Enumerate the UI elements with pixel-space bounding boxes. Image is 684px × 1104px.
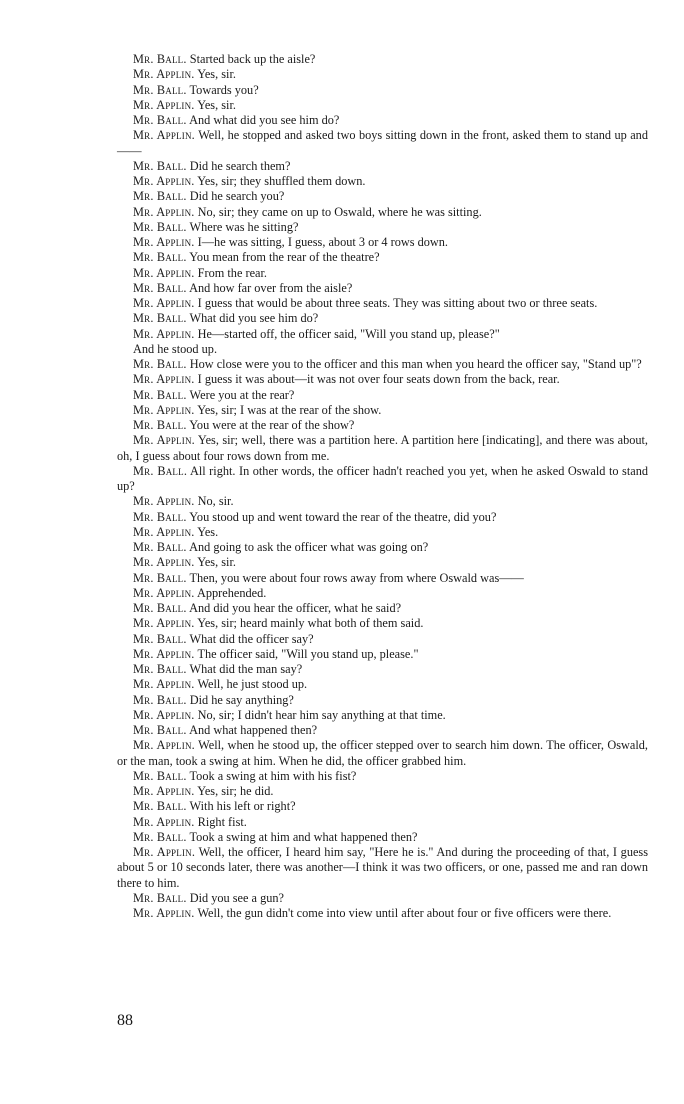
speaker-name: Mr. Applin. bbox=[133, 402, 195, 417]
speech-text: Did he say anything? bbox=[189, 692, 294, 707]
speech-text: Were you at the rear? bbox=[189, 387, 295, 402]
speech-text: And he stood up. bbox=[133, 341, 218, 356]
testimony-paragraph bbox=[117, 906, 648, 921]
speech-text: You were at the rear of the show? bbox=[189, 418, 355, 432]
speaker-name: Mr. Applin. bbox=[133, 97, 195, 112]
testimony-paragraph bbox=[117, 708, 648, 723]
testimony-paragraph bbox=[117, 586, 648, 601]
speaker-name: Mr. Applin. bbox=[133, 814, 195, 829]
speaker-name: Mr. Applin. bbox=[133, 524, 195, 539]
speaker-name: Mr. Applin. bbox=[133, 845, 196, 859]
speech-text: Yes, sir. bbox=[197, 67, 236, 82]
testimony-paragraph bbox=[117, 311, 648, 326]
testimony-paragraph bbox=[117, 327, 648, 342]
testimony-paragraph bbox=[117, 433, 648, 464]
speech-text: Yes. bbox=[197, 524, 219, 539]
speech-text: Yes, sir; I was at the rear of the show. bbox=[197, 402, 382, 417]
speaker-name: Mr. Applin. bbox=[133, 372, 195, 387]
testimony-paragraph bbox=[117, 159, 648, 174]
testimony-paragraph bbox=[117, 632, 648, 647]
speech-text: You stood up and went toward the rear of the theatre, did you? bbox=[189, 509, 497, 524]
testimony-paragraph bbox=[117, 220, 648, 235]
testimony-paragraph bbox=[117, 205, 648, 220]
speech-text: And going to ask the officer what was going on? bbox=[189, 540, 429, 554]
speaker-name: Mr. Applin. bbox=[133, 265, 195, 280]
testimony-paragraph bbox=[117, 815, 648, 830]
speaker-name: Mr. Ball. bbox=[133, 463, 188, 478]
speaker-name: Mr. Applin. bbox=[133, 296, 195, 310]
speaker-name: Mr. Applin. bbox=[133, 707, 195, 722]
speech-text: Yes, sir; they shuffled them down. bbox=[197, 174, 366, 188]
speaker-name: Mr. Ball. bbox=[133, 219, 187, 234]
speaker-name: Mr. Applin. bbox=[133, 616, 195, 631]
speech-text: Apprehended. bbox=[196, 585, 267, 600]
testimony-paragraph bbox=[117, 189, 648, 204]
speaker-name: Mr. Applin. bbox=[133, 906, 195, 920]
speaker-name: Mr. Ball. bbox=[133, 829, 187, 844]
speech-text: From the rear. bbox=[197, 265, 267, 280]
testimony-paragraph bbox=[117, 403, 648, 418]
speaker-name: Mr. Applin. bbox=[133, 128, 195, 143]
speech-text: What did the man say? bbox=[189, 662, 303, 676]
speaker-name: Mr. Applin. bbox=[133, 555, 195, 570]
testimony-paragraph bbox=[117, 266, 648, 281]
speech-text: I guess that would be about three seats. They was sitting about two or three seats. bbox=[197, 296, 598, 310]
testimony-paragraph bbox=[117, 555, 648, 570]
testimony-paragraph bbox=[117, 52, 648, 67]
testimony-paragraph bbox=[117, 113, 648, 128]
speech-text: What did the officer say? bbox=[189, 631, 314, 646]
speech-text: Yes, sir. bbox=[197, 555, 236, 570]
speech-text: Did he search you? bbox=[189, 189, 285, 204]
speech-text: And how far over from the aisle? bbox=[189, 280, 353, 295]
speech-text: All right. In other words, the officer hadn't reached you yet, when he asked Oswald to stand up? bbox=[117, 463, 649, 493]
speaker-name: Mr. Ball. bbox=[133, 158, 187, 173]
speaker-name: Mr. Ball. bbox=[133, 723, 187, 737]
testimony-paragraph bbox=[117, 769, 648, 784]
speech-text: How close were you to the officer and this man when you heard the officer say, "Stand up"? bbox=[189, 357, 642, 371]
speaker-name: Mr. Ball. bbox=[133, 601, 187, 615]
speaker-name: Mr. Applin. bbox=[133, 677, 195, 692]
testimony-body bbox=[117, 52, 648, 921]
speech-text: With his left or right? bbox=[189, 799, 296, 814]
speaker-name: Mr. Ball. bbox=[133, 387, 187, 402]
testimony-paragraph bbox=[117, 693, 648, 708]
speech-text: Well, the gun didn't come into view until after about four or five officers were there. bbox=[197, 906, 612, 920]
speaker-name: Mr. Applin. bbox=[133, 235, 195, 249]
testimony-paragraph bbox=[117, 83, 648, 98]
testimony-paragraph bbox=[117, 525, 648, 540]
testimony-paragraph bbox=[117, 67, 648, 82]
testimony-paragraph bbox=[117, 601, 648, 616]
speaker-name: Mr. Applin. bbox=[133, 494, 195, 509]
speech-text: Did you see a gun? bbox=[189, 890, 284, 905]
speech-text: No, sir; they came on up to Oswald, where he was sitting. bbox=[197, 204, 482, 219]
testimony-paragraph bbox=[117, 662, 648, 677]
speech-text: And what did you see him do? bbox=[189, 113, 340, 127]
speech-text: Did he search them? bbox=[189, 158, 291, 173]
transcript-page bbox=[117, 52, 648, 921]
speech-text: Towards you? bbox=[189, 82, 259, 97]
speech-text: Yes, sir; heard mainly what both of them said. bbox=[197, 616, 424, 631]
speaker-name: Mr. Applin. bbox=[133, 585, 195, 600]
testimony-paragraph bbox=[117, 388, 648, 403]
speech-text: And what happened then? bbox=[189, 723, 318, 737]
testimony-paragraph bbox=[117, 784, 648, 799]
speech-text: Started back up the aisle? bbox=[189, 52, 316, 66]
testimony-paragraph bbox=[117, 510, 648, 525]
testimony-paragraph bbox=[117, 738, 648, 769]
speech-text: Well, he stopped and asked two boys sitting down in the front, asked them to stand up and—— bbox=[117, 128, 648, 158]
speaker-name: Mr. Ball. bbox=[133, 509, 187, 524]
speech-text: The officer said, "Will you stand up, please." bbox=[197, 646, 419, 661]
testimony-paragraph bbox=[117, 723, 648, 738]
speaker-name: Mr. Ball. bbox=[133, 631, 187, 646]
testimony-paragraph bbox=[117, 830, 648, 845]
speaker-name: Mr. Ball. bbox=[133, 799, 187, 814]
testimony-paragraph bbox=[117, 799, 648, 814]
speaker-name: Mr. Applin. bbox=[133, 433, 195, 448]
speaker-name: Mr. Applin. bbox=[133, 174, 195, 188]
testimony-paragraph bbox=[117, 845, 648, 891]
speaker-name: Mr. Ball. bbox=[133, 570, 187, 585]
speech-text: He—started off, the officer said, "Will you stand up, please?" bbox=[197, 326, 500, 341]
speaker-name: Mr. Applin. bbox=[133, 738, 195, 753]
speaker-name: Mr. Ball. bbox=[133, 189, 187, 204]
speaker-name: Mr. Applin. bbox=[133, 646, 195, 661]
speaker-name: Mr. Applin. bbox=[133, 67, 195, 82]
speaker-name: Mr. Applin. bbox=[133, 326, 195, 341]
testimony-paragraph bbox=[117, 494, 648, 509]
speech-text: Well, he just stood up. bbox=[197, 677, 308, 692]
speech-text: What did you see him do? bbox=[189, 311, 319, 326]
testimony-paragraph bbox=[117, 616, 648, 631]
speech-text: No, sir; I didn't hear him say anything at that time. bbox=[197, 707, 446, 722]
testimony-paragraph bbox=[117, 174, 648, 189]
speaker-name: Mr. Ball. bbox=[133, 280, 187, 295]
testimony-paragraph bbox=[117, 372, 648, 387]
speech-text: Took a swing at him with his fist? bbox=[189, 768, 357, 783]
testimony-paragraph bbox=[117, 540, 648, 555]
testimony-paragraph bbox=[117, 571, 648, 586]
speaker-name: Mr. Ball. bbox=[133, 662, 187, 676]
testimony-paragraph bbox=[117, 418, 648, 433]
testimony-paragraph bbox=[117, 128, 648, 159]
speaker-name: Mr. Ball. bbox=[133, 311, 187, 326]
testimony-paragraph bbox=[117, 891, 648, 906]
testimony-paragraph bbox=[117, 647, 648, 662]
speaker-name: Mr. Ball. bbox=[133, 418, 187, 432]
speech-text: Yes, sir; well, there was a partition here. A partition here [indicating], and there was about, oh, I guess about four rows down from me. bbox=[117, 433, 648, 463]
speech-text: Yes, sir; he did. bbox=[197, 784, 274, 798]
speaker-name: Mr. Applin. bbox=[133, 204, 195, 219]
speaker-name: Mr. Ball. bbox=[133, 250, 187, 265]
speech-text: Where was he sitting? bbox=[189, 219, 299, 234]
testimony-paragraph bbox=[117, 677, 648, 692]
speech-text: I—he was sitting, I guess, about 3 or 4 rows down. bbox=[197, 235, 449, 249]
speech-text: Right fist. bbox=[197, 814, 247, 829]
speaker-name: Mr. Ball. bbox=[133, 540, 187, 554]
speech-text: I guess it was about—it was not over four seats down from the back, rear. bbox=[197, 372, 560, 387]
testimony-paragraph bbox=[117, 235, 648, 250]
speaker-name: Mr. Ball. bbox=[133, 52, 187, 66]
testimony-paragraph bbox=[117, 357, 648, 372]
speaker-name: Mr. Ball. bbox=[133, 692, 187, 707]
speaker-name: Mr. Applin. bbox=[133, 784, 195, 798]
testimony-paragraph bbox=[117, 464, 648, 495]
speech-text: And did you hear the officer, what he said? bbox=[189, 601, 402, 615]
speech-text: Well, when he stood up, the officer stepped over to search him down. The officer, Oswald, or the man, took a swing at him. When he did, the officer grabbed him. bbox=[117, 738, 648, 768]
testimony-paragraph bbox=[117, 98, 648, 113]
speaker-name: Mr. Ball. bbox=[133, 357, 187, 371]
speaker-name: Mr. Ball. bbox=[133, 113, 187, 127]
speech-text: Yes, sir. bbox=[197, 97, 236, 112]
testimony-paragraph bbox=[117, 281, 648, 296]
speaker-name: Mr. Ball. bbox=[133, 82, 187, 97]
speech-text: No, sir. bbox=[197, 494, 234, 509]
speaker-name: Mr. Ball. bbox=[133, 768, 187, 783]
testimony-paragraph bbox=[117, 342, 648, 357]
speech-text: Took a swing at him and what happened then? bbox=[189, 829, 418, 844]
speech-text: Then, you were about four rows away from where Oswald was—— bbox=[189, 570, 524, 585]
page-number: 88 bbox=[117, 1012, 133, 1029]
speech-text: Well, the officer, I heard him say, "Here he is." And during the proceeding of that, I guess about 5 or 10 seconds later, there was another—I think it was two officers, or one, passed me and ran down there to him. bbox=[117, 845, 648, 890]
testimony-paragraph bbox=[117, 296, 648, 311]
speaker-name: Mr. Ball. bbox=[133, 890, 187, 905]
speech-text: You mean from the rear of the theatre? bbox=[189, 250, 380, 265]
testimony-paragraph bbox=[117, 250, 648, 265]
